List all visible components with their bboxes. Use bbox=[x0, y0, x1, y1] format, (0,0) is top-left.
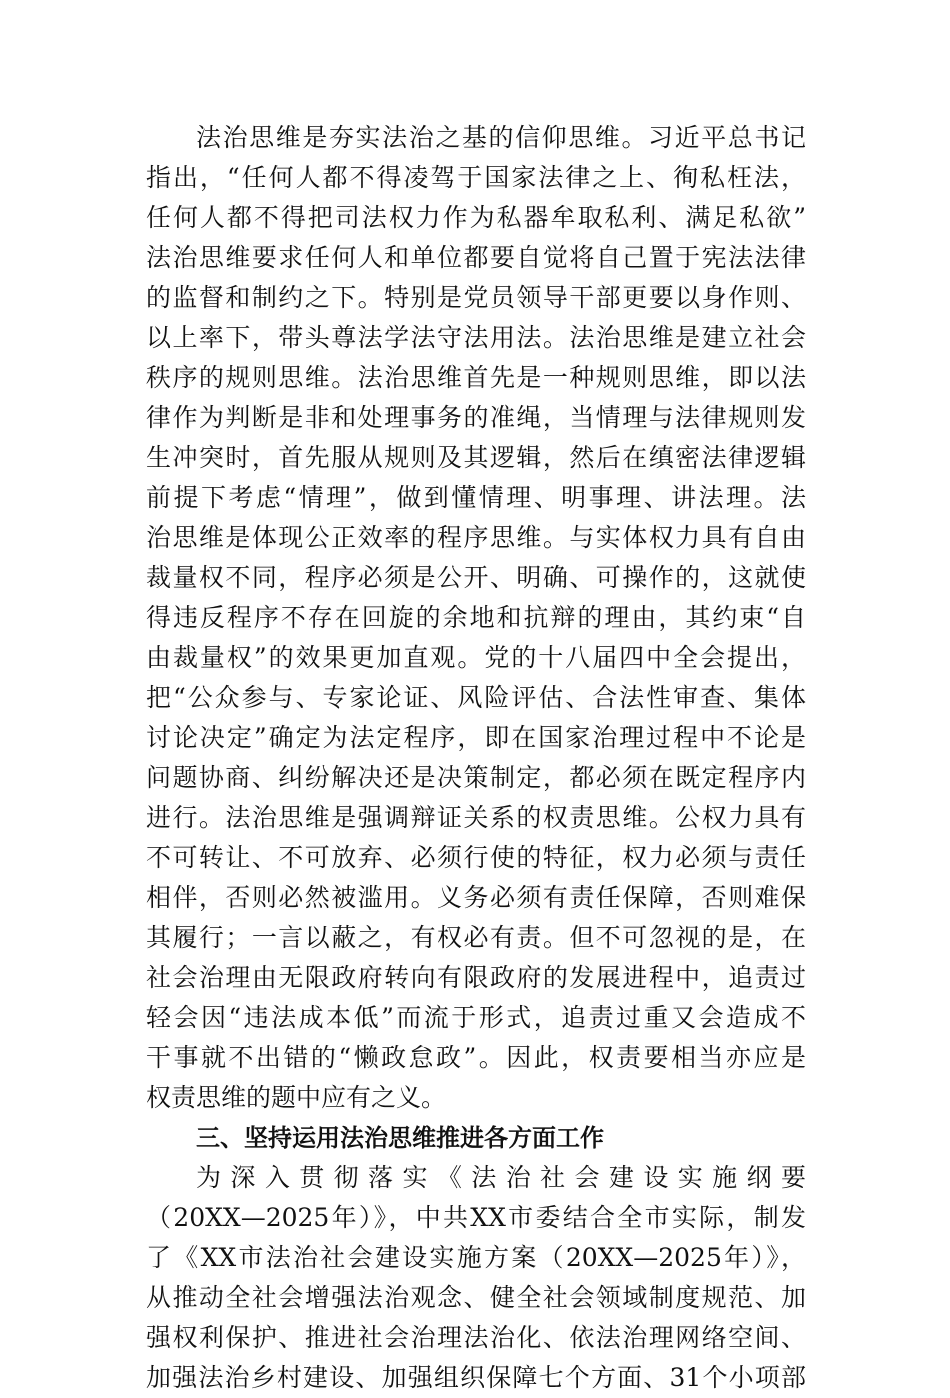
paragraph-1-line-12: 裁量权不同，程序必须是公开、明确、可操作的，这就使 bbox=[146, 563, 806, 592]
paragraph-1-line-9: 生冲突时，首先服从规则及其逻辑，然后在缜密法律逻辑 bbox=[146, 443, 806, 472]
paragraph-2-line-5: 强权利保护、推进社会治理法治化、依法治理网络空间、 bbox=[146, 1323, 806, 1352]
paragraph-1-line-25: 权责思维的题中应有之义。 bbox=[146, 1083, 447, 1112]
paragraph-1-line-23: 轻会因“违法成本低”而流于形式，追责过重又会造成不 bbox=[146, 1003, 806, 1032]
section-heading: 三、坚持运用法治思维推进各方面工作 bbox=[196, 1124, 604, 1152]
paragraph-1-line-20: 相伴，否则必然被滥用。义务必须有责任保障，否则难保 bbox=[146, 883, 806, 912]
paragraph-1-line-1: 法治思维是夯实法治之基的信仰思维。习近平总书记 bbox=[196, 123, 806, 152]
paragraph-1-line-17: 问题协商、纠纷解决还是决策制定，都必须在既定程序内 bbox=[146, 763, 806, 792]
paragraph-2-line-6: 加强法治乡村建设、加强组织保障七个方面、31个小项部 bbox=[146, 1363, 806, 1392]
paragraph-1-line-5: 的监督和制约之下。特别是党员领导干部更要以身作则、 bbox=[146, 283, 806, 312]
paragraph-2-line-1: 为深入贯彻落实《法治社会建设实施纲要 bbox=[196, 1163, 806, 1192]
paragraph-1-line-24: 干事就不出错的“懒政怠政”。因此，权责要相当亦应是 bbox=[146, 1043, 806, 1072]
paragraph-1-line-7: 秩序的规则思维。法治思维首先是一种规则思维，即以法 bbox=[146, 363, 806, 392]
paragraph-1-line-3: 任何人都不得把司法权力作为私器牟取私利、满足私欲” bbox=[146, 203, 806, 232]
paragraph-1-line-4: 法治思维要求任何人和单位都要自觉将自己置于宪法法律 bbox=[146, 243, 806, 272]
paragraph-1-line-19: 不可转让、不可放弃、必须行使的特征，权力必须与责任 bbox=[146, 843, 806, 872]
paragraph-2-line-3: 了《XX市法治社会建设实施方案（20XX—2025年）》， bbox=[146, 1243, 806, 1272]
paragraph-1-line-11: 治思维是体现公正效率的程序思维。与实体权力具有自由 bbox=[146, 523, 806, 552]
paragraph-1-line-6: 以上率下，带头尊法学法守法用法。法治思维是建立社会 bbox=[146, 323, 806, 352]
paragraph-1-line-18: 进行。法治思维是强调辩证关系的权责思维。公权力具有 bbox=[146, 803, 806, 832]
paragraph-1-line-14: 由裁量权”的效果更加直观。党的十八届四中全会提出， bbox=[146, 643, 806, 672]
paragraph-2-line-2: （20XX—2025年）》，中共XX市委结合全市实际，制发 bbox=[146, 1203, 806, 1232]
paragraph-1-line-21: 其履行；一言以蔽之，有权必有责。但不可忽视的是，在 bbox=[146, 923, 806, 952]
paragraph-1-line-16: 讨论决定”确定为法定程序，即在国家治理过程中不论是 bbox=[146, 723, 806, 752]
paragraph-1-line-22: 社会治理由无限政府转向有限政府的发展进程中，追责过 bbox=[146, 963, 806, 992]
paragraph-1-line-2: 指出，“任何人都不得凌驾于国家法律之上、徇私枉法， bbox=[146, 163, 806, 192]
paragraph-2-line-4: 从推动全社会增强法治观念、健全社会领域制度规范、加 bbox=[146, 1283, 806, 1312]
paragraph-1-line-13: 得违反程序不存在回旋的余地和抗辩的理由，其约束“自 bbox=[146, 603, 806, 632]
paragraph-1-line-10: 前提下考虑“情理”，做到懂情理、明事理、讲法理。法 bbox=[146, 483, 806, 512]
paragraph-1-line-8: 律作为判断是非和处理事务的准绳，当情理与法律规则发 bbox=[146, 403, 806, 432]
paragraph-1-line-15: 把“公众参与、专家论证、风险评估、合法性审查、集体 bbox=[146, 683, 806, 712]
